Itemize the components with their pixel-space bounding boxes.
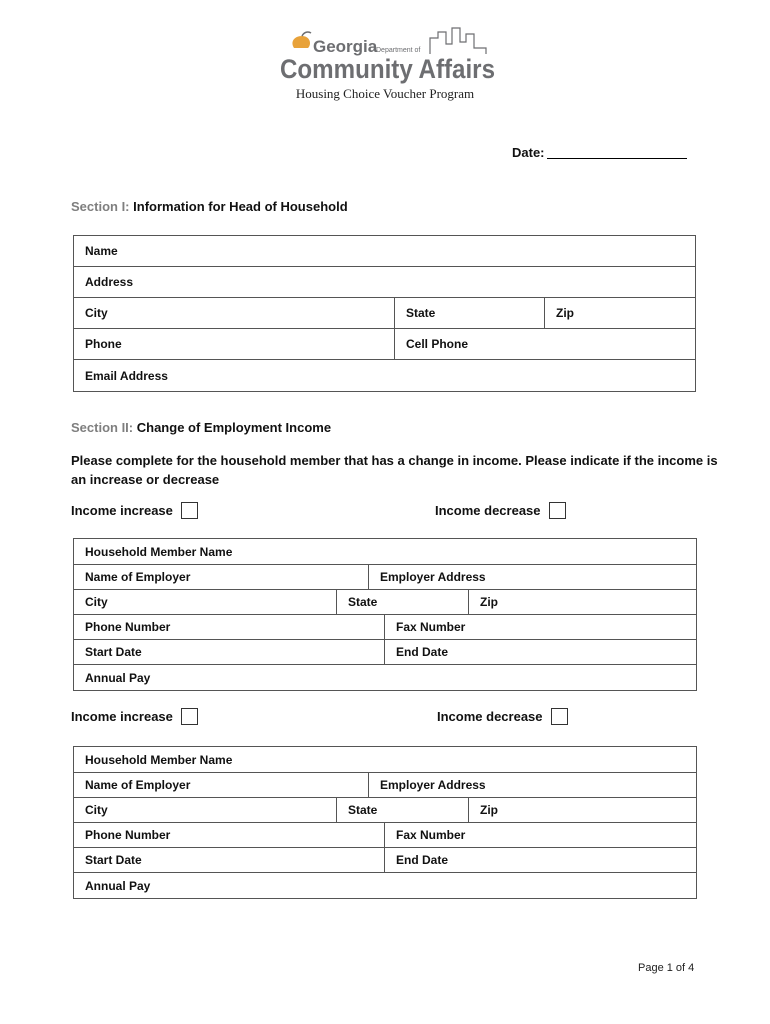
phone-number-label[interactable]: Phone Number xyxy=(85,828,171,842)
employer-state-label[interactable]: State xyxy=(336,798,468,822)
address-row[interactable] xyxy=(74,267,695,298)
section1-heading xyxy=(71,199,348,214)
page-number: Page 1 of 4 xyxy=(638,962,695,974)
section2-instructions: Please complete for the household member that has a change in income. Please indicate if the income is an increase or decrease xyxy=(71,453,718,487)
city-label[interactable]: City xyxy=(85,306,108,320)
employer-label[interactable]: Name of Employer xyxy=(85,778,191,792)
annual-pay-row[interactable] xyxy=(74,665,696,690)
employment-form-1 xyxy=(73,538,697,691)
end-date-label[interactable]: End Date xyxy=(384,640,696,664)
zip-label[interactable]: Zip xyxy=(544,298,695,328)
logo-georgia-text: Georgia xyxy=(313,37,378,56)
annual-pay-row[interactable] xyxy=(74,873,696,898)
annual-pay-label: Annual Pay xyxy=(85,878,151,893)
member-name-label: Household Member Name xyxy=(85,752,233,767)
income-increase-option-2 xyxy=(71,708,198,725)
income-increase-label: Income increase xyxy=(71,709,173,724)
start-date-label[interactable]: Start Date xyxy=(85,853,142,867)
member-name-row[interactable] xyxy=(74,747,696,773)
end-date-label[interactable]: End Date xyxy=(384,848,696,872)
employer-address-label[interactable]: Employer Address xyxy=(368,773,696,797)
employer-phone-row xyxy=(74,823,696,848)
cell-phone-label[interactable]: Cell Phone xyxy=(394,329,695,359)
employer-phone-row xyxy=(74,615,696,640)
logo-dept-text: Department of xyxy=(376,47,421,54)
email-row[interactable] xyxy=(74,360,695,391)
fax-number-label[interactable]: Fax Number xyxy=(384,615,696,639)
income-decrease-label: Income decrease xyxy=(437,709,543,724)
phone-row xyxy=(74,329,695,360)
income-decrease-option-1 xyxy=(435,502,566,519)
program-subtitle: Housing Choice Voucher Program xyxy=(295,86,475,101)
fax-number-label[interactable]: Fax Number xyxy=(384,823,696,847)
employer-row xyxy=(74,565,696,590)
city-state-zip-row xyxy=(74,298,695,329)
employer-zip-label[interactable]: Zip xyxy=(468,590,696,614)
section2-heading xyxy=(71,420,331,435)
employment-form-2 xyxy=(73,746,697,899)
address-label: Address xyxy=(85,275,134,289)
annual-pay-label: Annual Pay xyxy=(85,670,151,685)
phone-number-label[interactable]: Phone Number xyxy=(85,620,171,634)
income-increase-checkbox[interactable] xyxy=(181,708,198,725)
logo-main-text: Community Affairs xyxy=(280,54,495,84)
income-increase-checkbox[interactable] xyxy=(181,502,198,519)
employer-address-label[interactable]: Employer Address xyxy=(368,565,696,589)
income-increase-label: Income increase xyxy=(71,503,173,518)
head-of-household-form xyxy=(73,235,696,392)
employer-city-row xyxy=(74,590,696,615)
start-date-label[interactable]: Start Date xyxy=(85,645,142,659)
employer-row xyxy=(74,773,696,798)
name-row[interactable] xyxy=(74,236,695,267)
dates-row xyxy=(74,640,696,665)
section2-number: Section II: xyxy=(71,420,134,435)
income-decrease-option-2 xyxy=(437,708,568,725)
dates-row xyxy=(74,848,696,873)
name-label: Name xyxy=(85,244,118,258)
section1-title: Information for Head of Household xyxy=(133,199,348,214)
section1-number: Section I: xyxy=(71,199,130,214)
employer-city-row xyxy=(74,798,696,823)
email-label: Email Address xyxy=(85,368,168,383)
income-decrease-checkbox[interactable] xyxy=(551,708,568,725)
income-decrease-checkbox[interactable] xyxy=(549,502,566,519)
employer-label[interactable]: Name of Employer xyxy=(85,570,191,584)
date-field[interactable] xyxy=(547,158,687,159)
member-name-row[interactable] xyxy=(74,539,696,565)
state-label[interactable]: State xyxy=(394,298,544,328)
member-name-label: Household Member Name xyxy=(85,544,233,559)
section2-title: Change of Employment Income xyxy=(136,420,332,435)
employer-city-label[interactable]: City xyxy=(85,803,108,817)
employer-zip-label[interactable]: Zip xyxy=(468,798,696,822)
employer-city-label[interactable]: City xyxy=(85,595,108,609)
income-increase-option-1 xyxy=(71,502,198,519)
date-label: Date: xyxy=(512,145,545,160)
employer-state-label[interactable]: State xyxy=(336,590,468,614)
phone-label[interactable]: Phone xyxy=(85,337,122,351)
dca-logo xyxy=(280,24,500,86)
income-decrease-label: Income decrease xyxy=(435,503,541,518)
